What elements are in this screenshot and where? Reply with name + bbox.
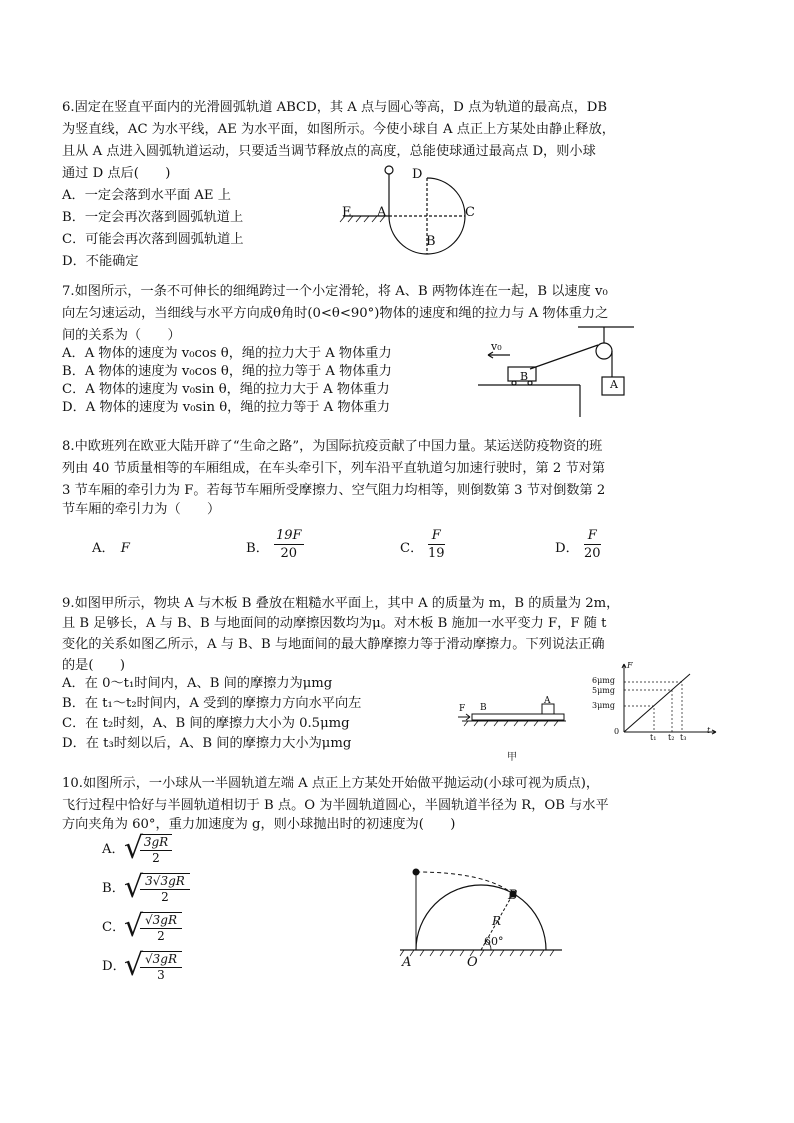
q7-line1: 7.如图所示，一条不可伸长的细绳跨过一个小定滑轮，将 A、B 两物体连在一起，B 以速度 v₀: [62, 284, 608, 299]
q9-label-a: A: [544, 696, 551, 706]
q9-f-line: [624, 674, 690, 732]
q8-option-b-label[interactable]: B．: [246, 541, 269, 556]
q10-semicircle-track: [416, 885, 546, 950]
q10-label-o: O: [467, 955, 478, 970]
q9-x-tick-t1: t₁: [650, 733, 657, 742]
q6-option-c[interactable]: C．可能会再次落到圆弧轨道上: [62, 232, 244, 247]
q8-option-c-label[interactable]: C．: [400, 541, 424, 556]
q10-option-c-numerator: √3gR: [140, 913, 182, 929]
q9-option-a[interactable]: A．在 0～t₁时间内，A、B 间的摩擦力为μmg: [62, 676, 333, 691]
q6-ball: [385, 166, 393, 174]
q8-option-c-denominator: 19: [428, 546, 445, 561]
q9-label-b: B: [480, 703, 487, 713]
q10-line2: 飞行过程中恰好与半圆轨道相切于 B 点。O 为半圆轨道圆心，半圆轨道半径为 R，OB 与水平: [62, 798, 609, 813]
q8-option-d-fraction[interactable]: [584, 527, 601, 563]
q9-board-b: [472, 714, 564, 720]
q9-f-t-graph: [620, 660, 720, 742]
q10-option-c-label[interactable]: C．: [102, 920, 126, 935]
q6-line1: 6.固定在竖直平面内的光滑圆弧轨道 ABCD，其 A 点与圆心等高，D 点为轨道的最高点，DB: [62, 100, 608, 115]
q10-line3: 方向夹角为 60°，重力加速度为 g，则小球抛出时的初速度为( ): [62, 817, 456, 832]
q8-option-d-numerator: F: [584, 527, 601, 545]
q8-option-a-label: A．: [92, 541, 115, 556]
q8-option-a-value: F: [120, 541, 130, 556]
q6-label-e: E: [342, 205, 352, 220]
q7-option-a[interactable]: A．A 物体的速度为 v₀cos θ，绳的拉力大于 A 物体重力: [62, 346, 392, 361]
q9-y-tick-5umg: 5μmg: [592, 686, 615, 695]
q7-line2: 向左匀速运动，当细线与水平方向成θ角时(0<θ<90°)物体的速度和绳的拉力与 A 物体重力之: [62, 306, 609, 321]
q9-y-tick-6umg: 6μmg: [592, 676, 615, 685]
q9-axis-label-f: F: [627, 661, 633, 670]
q8-line3: 3 节车厢的牵引力为 F。若每节车厢所受摩擦力、空气阻力均相等，则倒数第 3 节对倒数第 2: [62, 483, 606, 498]
q7-option-d[interactable]: D．A 物体的速度为 v₀sin θ，绳的拉力等于 A 物体重力: [62, 400, 391, 415]
q6-line4: 通过 D 点后( ): [62, 166, 171, 181]
q8-line2: 列由 40 节质量相等的车厢组成，在车头牵引下，列车沿平直轨道匀加速行驶时，第 2 节对第: [62, 461, 606, 476]
q9-option-b[interactable]: B．在 t₁～t₂时间内，A 受到的摩擦力方向水平向左: [62, 696, 362, 711]
q7-label-v0: v₀: [491, 340, 502, 353]
q8-line1: 8.中欧班列在欧亚大陆开辟了“生命之路”，为国际抗疫贡献了中国力量。某运送防疫物资的班: [62, 439, 603, 454]
q10-label-r: R: [492, 914, 502, 928]
q6-label-c: C: [465, 205, 475, 220]
q10-option-b-numerator: 3√3gR: [140, 874, 190, 890]
q10-option-d-denominator: 3: [157, 968, 165, 982]
q10-option-b-label[interactable]: B．: [102, 881, 125, 896]
q10-option-c-denominator: 2: [157, 929, 165, 943]
q9-origin-label: 0: [614, 727, 620, 736]
q10-option-d-numerator: √3gR: [140, 952, 182, 968]
q9-line1: 9.如图甲所示，物块 A 与木板 B 叠放在粗糙水平面上，其中 A 的质量为 m，B 的质量为 2m，: [62, 596, 620, 611]
q7-option-c[interactable]: C．A 物体的速度为 v₀sin θ，绳的拉力大于 A 物体重力: [62, 382, 390, 397]
q8-option-a[interactable]: [92, 539, 130, 559]
q8-option-d-label[interactable]: D．: [555, 541, 579, 556]
q10-line1: 10.如图所示，一小球从一半圆轨道左端 A 点正上方某处开始做平抛运动(小球可视为质点)，: [62, 776, 600, 791]
q6-label-a: A: [377, 205, 387, 220]
q8-line4: 节车厢的牵引力为（ ）: [62, 502, 221, 517]
q10-option-b-denominator: 2: [161, 890, 169, 904]
q6-line3: 且从 A 点进入圆弧轨道运动，只要适当调节释放点的高度，总能使球通过最高点 D，则小球: [62, 144, 596, 159]
q10-trajectory: [416, 872, 513, 894]
q9-figure-caption-jia: 甲: [507, 752, 517, 763]
q6-option-d[interactable]: D．不能确定: [62, 254, 139, 269]
q9-y-tick-3umg: 3μmg: [592, 701, 615, 710]
q6-option-b[interactable]: B．一定会再次落到圆弧轨道上: [62, 210, 244, 225]
q10-label-angle: 60°: [484, 935, 504, 948]
q10-semicircle-figure: [396, 862, 566, 966]
q6-label-d: D: [412, 167, 423, 182]
q10-label-a: A: [402, 955, 412, 970]
q7-line3: 间的关系为（ ）: [62, 328, 181, 343]
q7-option-b[interactable]: B．A 物体的速度为 v₀cos θ，绳的拉力等于 A 物体重力: [62, 364, 392, 379]
q7-label-a: A: [610, 378, 618, 391]
q8-option-b-fraction[interactable]: [274, 527, 304, 563]
q6-line2: 为竖直线，AC 为水平线，AE 为水平面，如图所示。今使小球自 A 点正上方某处由静止释放，: [62, 122, 615, 137]
q8-option-b-denominator: 20: [280, 546, 298, 561]
q9-line4: 的是( ): [62, 658, 126, 673]
q8-option-c-numerator: F: [428, 527, 445, 545]
q9-x-tick-t3: t₃: [680, 733, 687, 742]
q9-option-d[interactable]: D．在 t₃时刻以后，A、B 间的摩擦力大小为μmg: [62, 736, 352, 751]
q8-option-b-numerator: 19F: [276, 528, 302, 543]
q10-option-a-numerator: 3gR: [140, 835, 172, 851]
q6-label-b: B: [426, 234, 436, 249]
q9-line3: 变化的关系如图乙所示，A 与 B、B 与地面间的最大静摩擦力等于滑动摩擦力。下列说法正确: [62, 637, 605, 652]
q9-board-figure: [458, 696, 568, 732]
q7-pulley-figure: [478, 325, 638, 420]
q10-option-a-denominator: 2: [152, 851, 160, 865]
q10-option-d-label[interactable]: D．: [102, 959, 126, 974]
q10-option-a-label[interactable]: A．: [102, 842, 125, 857]
q9-line2: 且 B 足够长，A 与 B、B 与地面间的动摩擦因数均为μ。对木板 B 施加一水平变力 F，F 随 t: [62, 616, 607, 631]
q7-wheel: [512, 381, 516, 385]
q10-label-b: B: [508, 888, 518, 903]
q6-option-a[interactable]: A．一定会落到水平面 AE 上: [62, 188, 231, 203]
q7-wheel: [528, 381, 532, 385]
q8-option-c-fraction[interactable]: [428, 527, 445, 563]
q9-x-tick-t2: t₂: [668, 733, 675, 742]
q7-label-b: B: [520, 370, 529, 383]
q9-label-f: F: [459, 704, 466, 714]
q7-pulley: [596, 343, 612, 359]
q7-rope-slant: [530, 345, 598, 369]
q9-ground-hatch: [464, 721, 558, 726]
q9-option-c[interactable]: C．在 t₂时刻，A、B 间的摩擦力大小为 0.5μmg: [62, 716, 350, 731]
q8-option-d-denominator: 20: [584, 546, 601, 561]
q9-axis-label-t: t: [707, 726, 711, 735]
